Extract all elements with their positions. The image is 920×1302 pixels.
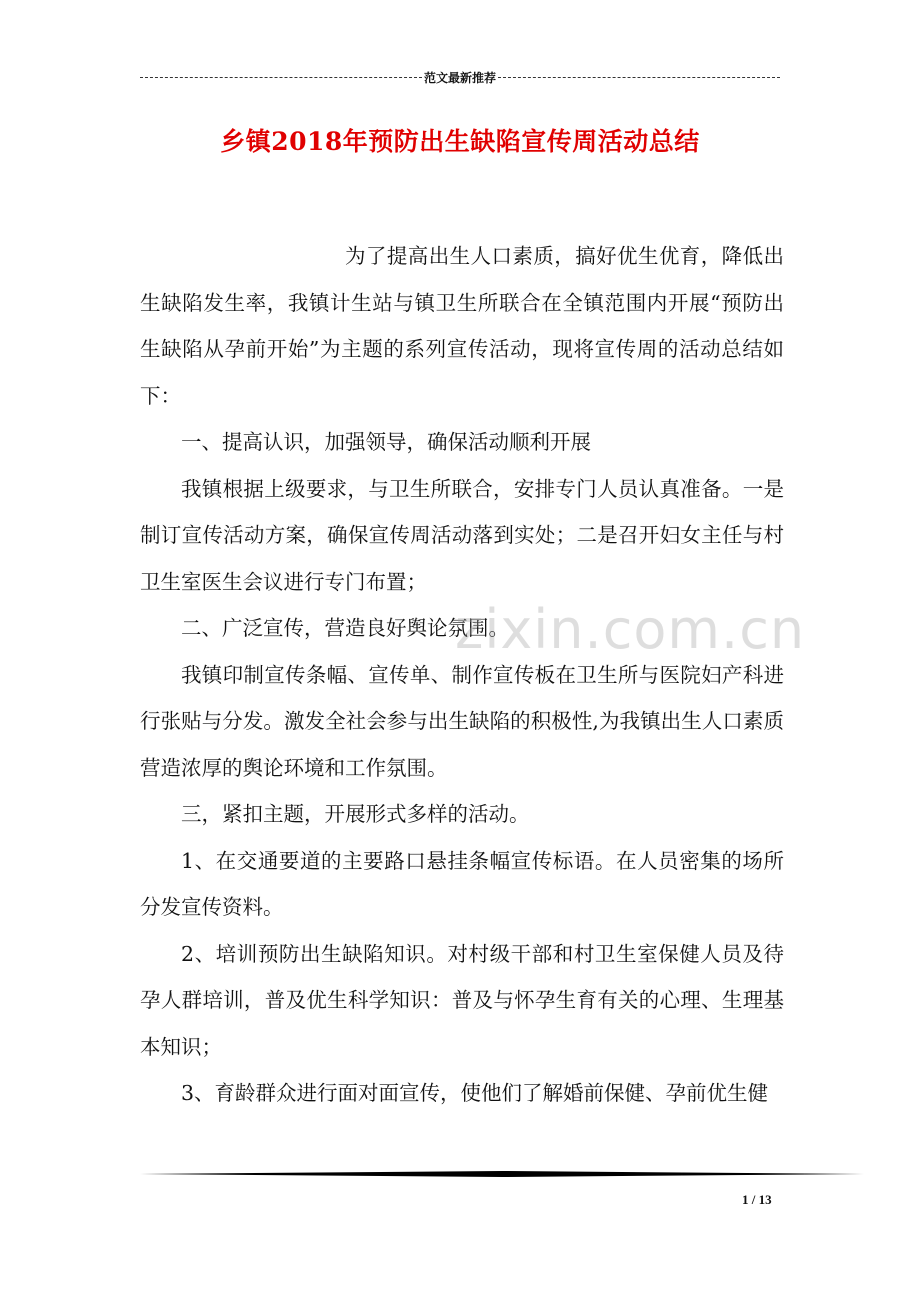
- watermark: zixin.com.cn: [455, 598, 806, 661]
- header-label: 范文最新推荐: [424, 70, 497, 85]
- paragraph-intro: 为了提高出生人口素质，搞好优生优育，降低出生缺陷发生率，我镇计生站与镇卫生所联合在全镇范围内开展“预防出生缺陷从孕前开始”为主题的系列宣传活动，现将宣传周的活动总结如下：: [140, 244, 784, 408]
- paragraph-section-1: 我镇根据上级要求，与卫生所联合，安排专门人员认真准备。一是制订宣传活动方案，确保宣传周活动落到实处；二是召开妇女主任与村卫生室医生会议进行专门布置；: [140, 476, 784, 594]
- list-item-3: 3、育龄群众进行面对面宣传，使他们了解婚前保健、孕前优生健: [181, 1081, 769, 1105]
- section-heading-1: 一、提高认识，加强领导，确保活动顺利开展: [181, 430, 591, 454]
- section-heading-2: 二、广泛宣传，营造良好舆论氛围。: [181, 616, 509, 640]
- header-dash-left: [140, 77, 422, 78]
- document-title: 乡镇2018年预防出生缺陷宣传周活动总结: [220, 127, 700, 156]
- document-body: [140, 233, 784, 1117]
- list-item-1: 1、在交通要道的主要路口悬挂条幅宣传标语。在人员密集的场所分发宣传资料。: [140, 848, 784, 919]
- list-item-2: 2、培训预防出生缺陷知识。对村级干部和村卫生室保健人员及待孕人群培训，普及优生科学知识：普及与怀孕生育有关的心理、生理基本知识；: [140, 941, 784, 1059]
- page-header: [140, 68, 780, 86]
- header-dash-right: [498, 77, 780, 78]
- footer-rule: [140, 1171, 864, 1177]
- page-number: 1 / 13: [742, 1192, 772, 1207]
- paragraph-section-2: 我镇印制宣传条幅、宣传单、制作宣传板在卫生所与医院妇产科进行张贴与分发。激发全社会参与出生缺陷的积极性,为我镇出生人口素质营造浓厚的舆论环境和工作氛围。: [140, 662, 784, 780]
- section-heading-3: 三，紧扣主题，开展形式多样的活动。: [181, 802, 530, 826]
